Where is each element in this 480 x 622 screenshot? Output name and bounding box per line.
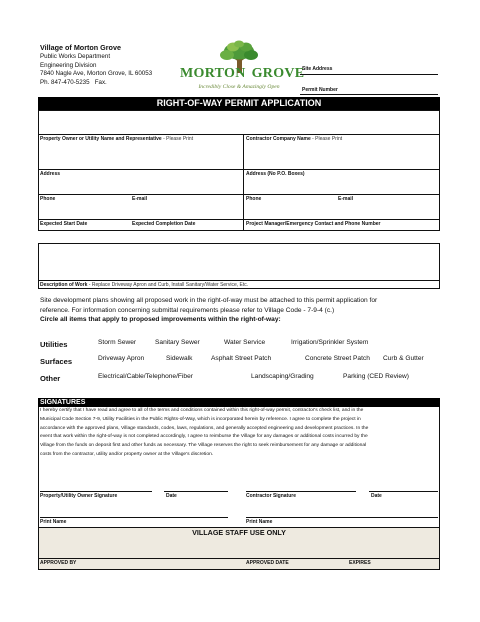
contractor-name-label-text: Contractor Company Name bbox=[246, 136, 311, 142]
work-description-label-text: Description of Work bbox=[40, 282, 88, 288]
circle-instruction: Circle all items that apply to proposed improvements within the right-of-way: bbox=[40, 316, 281, 323]
contractor-phone-label: Phone bbox=[246, 196, 262, 202]
owner-name-hint: - Please Print bbox=[161, 136, 194, 142]
site-address-line bbox=[300, 74, 438, 75]
option-sanitary-sewer[interactable]: Sanitary Sewer bbox=[155, 339, 200, 346]
org-fax: Fax. bbox=[94, 78, 107, 86]
signatures-heading: SIGNATURES bbox=[40, 399, 86, 406]
permit-number-label: Permit Number bbox=[302, 87, 338, 93]
category-surfaces: Surfaces bbox=[40, 357, 73, 366]
owner-name-label-text: Property Owner or Utility Name and Representative bbox=[40, 136, 162, 142]
logo-text-right: GROVE bbox=[251, 66, 305, 81]
expires-label: EXPIRES bbox=[349, 560, 371, 566]
contractor-date-label: Date bbox=[371, 493, 382, 499]
form-title-bar bbox=[38, 97, 440, 110]
option-curb-gutter[interactable]: Curb & Gutter bbox=[383, 355, 424, 362]
plans-requirement-text bbox=[40, 296, 440, 325]
cert-line: accordance with the approved plans, Village standards, codes, laws, regulations, and generally accepted engineering and development practices. In the bbox=[40, 425, 369, 431]
owner-name-label bbox=[40, 136, 193, 142]
contractor-date-input[interactable] bbox=[369, 476, 438, 490]
start-date-label: Expected Start Date bbox=[40, 221, 88, 227]
option-water-service[interactable]: Water Service bbox=[224, 339, 266, 346]
owner-print-name-line bbox=[40, 517, 228, 518]
contractor-print-name-line bbox=[246, 517, 438, 518]
owner-address-input[interactable] bbox=[40, 177, 241, 193]
owner-email-label: E-mail bbox=[132, 196, 148, 202]
logo-tagline: Incredibly Close & Amazingly Open bbox=[198, 84, 280, 90]
option-storm-sewer[interactable]: Storm Sewer bbox=[98, 339, 137, 346]
contractor-phone-input[interactable] bbox=[246, 202, 334, 217]
plans-line-2: reference. For information concerning submittal requirements please refer to Village Code - 7-9-4 (c.) bbox=[40, 306, 335, 314]
row-divider bbox=[38, 134, 440, 135]
option-irrigation[interactable]: Irrigation/Sprinkler System bbox=[291, 339, 369, 346]
owner-email-input[interactable] bbox=[132, 202, 240, 217]
owner-date-label: Date bbox=[166, 493, 177, 499]
approved-date-label: APPROVED DATE bbox=[246, 560, 289, 566]
village-logo bbox=[178, 40, 305, 96]
column-divider bbox=[243, 134, 244, 231]
owner-phone-input[interactable] bbox=[40, 202, 128, 217]
cert-line: I hereby certify that I have read and agree to all of the terms and conditions contained within this right-of-way permit, contractor's check list, and in the bbox=[40, 408, 364, 413]
owner-date-line bbox=[164, 491, 228, 492]
option-electrical[interactable]: Electrical/Cable/Telephone/Fiber bbox=[98, 373, 193, 380]
cert-line: Village from the funds on deposit first and other funds as necessary. The Village reserves the right to seek reimbursement for any damage or additional bbox=[40, 443, 367, 449]
contractor-email-input[interactable] bbox=[338, 202, 438, 217]
work-description-label bbox=[40, 282, 248, 288]
owner-name-input[interactable] bbox=[40, 143, 241, 167]
plans-line-1: Site development plans showing all proposed work in the right-of-way must be attached to this permit application for bbox=[40, 297, 378, 304]
work-description-hint: - Replace Driveway Apron and Curb, Install Sanitary/Water Service, Etc. bbox=[87, 282, 249, 288]
approved-by-label: APPROVED BY bbox=[40, 560, 77, 566]
site-address-label: Site Address bbox=[302, 66, 333, 72]
owner-signature-input[interactable] bbox=[40, 476, 152, 490]
option-asphalt-patch[interactable]: Asphalt Street Patch bbox=[211, 355, 272, 362]
completion-date-label: Expected Completion Date bbox=[132, 221, 196, 227]
option-parking[interactable]: Parking (CED Review) bbox=[343, 373, 409, 380]
logo-wordmark bbox=[180, 66, 305, 81]
contractor-signature-input[interactable] bbox=[246, 476, 356, 490]
org-dept: Public Works Department bbox=[40, 53, 111, 60]
org-header bbox=[40, 43, 152, 87]
owner-print-name-label: Print Name bbox=[40, 519, 67, 525]
logo-text-left: MORTON bbox=[180, 66, 246, 81]
cert-line: event that work within the right-of-way is not completed accordingly, I agree to reimburse the Village for any damages or additional costs incurred by the bbox=[40, 434, 368, 440]
owner-phone-label: Phone bbox=[40, 196, 56, 202]
category-utilities: Utilities bbox=[40, 340, 68, 349]
org-division: Engineering Division bbox=[40, 61, 97, 69]
contractor-print-name-label: Print Name bbox=[246, 519, 273, 525]
org-phone-fax bbox=[40, 79, 152, 88]
option-concrete-patch[interactable]: Concrete Street Patch bbox=[305, 355, 370, 362]
contractor-address-label: Address (No P.O. Boxes) bbox=[246, 171, 305, 177]
cert-line: Municipal Code Section 7-9, Utility Facilities in the Public Rights-of-Way, which is incorporated herein by reference. I agree to complete the project in bbox=[40, 416, 361, 422]
project-manager-label: Project Manager/Emergency Contact and Phone Number bbox=[246, 221, 381, 227]
option-driveway-apron[interactable]: Driveway Apron bbox=[98, 355, 145, 362]
contractor-name-hint: - Please Print bbox=[310, 136, 343, 142]
owner-address-label: Address bbox=[40, 171, 61, 177]
row-divider bbox=[38, 169, 440, 170]
staff-use-heading: VILLAGE STAFF USE ONLY bbox=[192, 528, 286, 537]
row-divider bbox=[38, 219, 440, 220]
contractor-name-input[interactable] bbox=[246, 143, 438, 167]
contractor-signature-line bbox=[246, 491, 356, 492]
org-name: Village of Morton Grove bbox=[40, 43, 121, 52]
permit-number-line bbox=[300, 94, 438, 95]
contractor-name-label bbox=[246, 136, 342, 142]
owner-date-input[interactable] bbox=[164, 476, 228, 490]
owner-print-name-input[interactable] bbox=[40, 502, 228, 516]
contractor-date-line bbox=[369, 491, 438, 492]
category-other: Other bbox=[40, 374, 61, 383]
cert-line: costs from the contractor, utility and/or property owner at the Village's discretion. bbox=[40, 451, 214, 457]
row-divider bbox=[38, 194, 440, 195]
contractor-email-label: E-mail bbox=[338, 196, 354, 202]
signatures-heading-bar bbox=[38, 398, 440, 407]
contractor-print-name-input[interactable] bbox=[246, 502, 438, 516]
row-divider bbox=[38, 280, 440, 281]
owner-signature-line bbox=[40, 491, 152, 492]
staff-row-divider bbox=[38, 558, 440, 559]
work-description-input[interactable] bbox=[40, 246, 438, 277]
contractor-address-input[interactable] bbox=[246, 177, 438, 193]
option-sidewalk[interactable]: Sidewalk bbox=[166, 355, 193, 362]
form-title: RIGHT-OF-WAY PERMIT APPLICATION bbox=[156, 98, 322, 108]
contractor-signature-label: Contractor Signature bbox=[246, 493, 297, 499]
org-address: 7840 Nagle Ave, Morton Grove, IL 60053 bbox=[40, 70, 153, 77]
option-landscaping[interactable]: Landscaping/Grading bbox=[251, 373, 314, 380]
org-phone: Ph. 847-470-5235 bbox=[40, 78, 90, 86]
owner-signature-label: Property/Utility Owner Signature bbox=[40, 493, 118, 499]
certification-text bbox=[40, 407, 438, 460]
